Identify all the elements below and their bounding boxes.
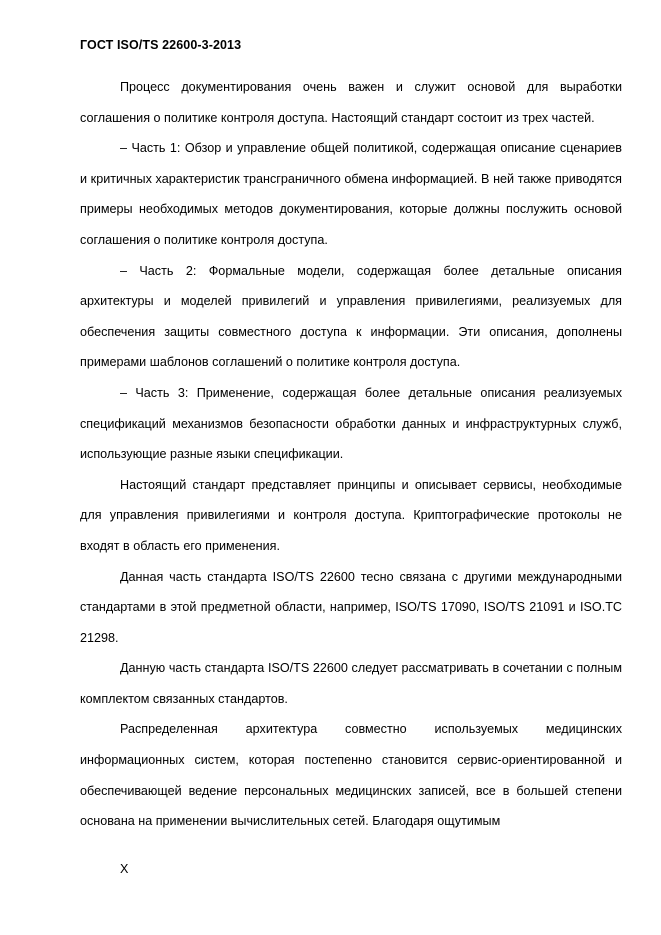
page-number: X — [120, 862, 129, 876]
paragraph-intro: Процесс документирования очень важен и служит основой для выработки соглашения о политике контроля доступа. Настоящий стандарт состоит из трех частей. — [80, 80, 622, 125]
paragraph-part-1: – Часть 1: Обзор и управление общей политикой, содержащая описание сценариев и критичных характеристик трансграничного обмена информацией. В ней также приводятся примеры необходимых методов документирования, которые должны послужить основой соглашения о политике контроля доступа. — [80, 141, 622, 247]
paragraph-related-standards: Данная часть стандарта ISO/TS 22600 тесно связана с другими международными стандартами в этой предметной области, например, ISO/TS 17090, ISO/TS 21091 и ISO.TC 21298. — [80, 569, 622, 645]
paragraph-architecture: Распределенная архитектура совместно используемых медицинских информационных систем, которая постепенно становится сервис-ориентированной и обеспечивающей ведение персональных медицинских записей, все в большей степени основана на применении вычислительных сетей. Благодаря ощутимым — [80, 722, 622, 829]
paragraph-part-3: – Часть 3: Применение, содержащая более детальные описания реализуемых спецификаций механизмов безопасности обработки данных и инфраструктурных служб, использующие разные языки спецификации. — [80, 385, 622, 462]
paragraph-usage: Данную часть стандарта ISO/TS 22600 следует рассматривать в сочетании с полным комплектом связанных стандартов. — [80, 661, 622, 706]
document-body — [80, 72, 622, 837]
paragraph-part-2: – Часть 2: Формальные модели, содержащая более детальные описания архитектуры и моделей привилегий и управления привилегиями, реализуемых для обеспечения защиты совместного доступа к информации. Эти описания, дополнены примерами шаблонов соглашений о политике контроля доступа. — [80, 263, 622, 370]
document-header: ГОСТ ISO/TS 22600-3-2013 — [80, 38, 242, 52]
paragraph-scope: Настоящий стандарт представляет принципы и описывает сервисы, необходимые для управления привилегиями и контроля доступа. Криптографические протоколы не входят в область его применения. — [80, 477, 622, 553]
